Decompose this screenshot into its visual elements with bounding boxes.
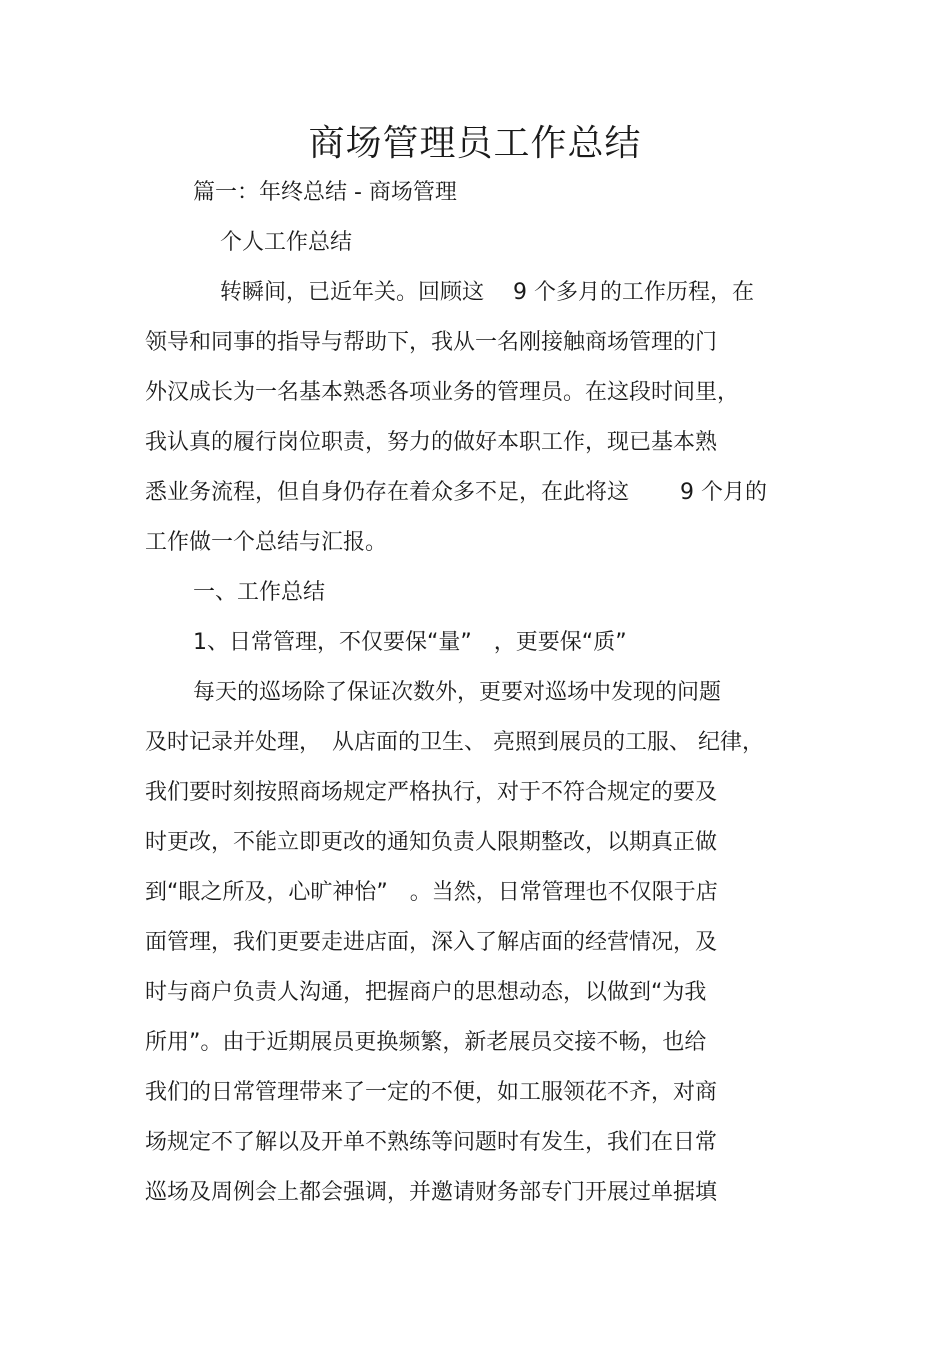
paragraph-line: 每天的巡场除了保证次数外，更要对巡场中发现的问题	[193, 680, 722, 705]
paragraph-line: 我们要时刻按照商场规定严格执行，对于不符合规定的要及	[145, 780, 718, 805]
paragraph-line: 时与商户负责人沟通，把握商户的思想动态，以做到“为我	[145, 980, 707, 1005]
document-title: 商场管理员工作总结	[308, 123, 642, 164]
paragraph-line: 悉业务流程，但自身仍存在着众多不足，在此将这 9 个月的	[145, 480, 767, 505]
document-subtitle: 篇一：年终总结 - 商场管理	[193, 180, 457, 205]
subsection-heading-daily-management: 1、日常管理，不仅要保“量” ，更要保“质”	[193, 630, 627, 655]
paragraph-line: 场规定不了解以及开单不熟练等问题时有发生，我们在日常	[145, 1130, 718, 1155]
paragraph-line: 时更改，不能立即更改的通知负责人限期整改，以期真正做	[145, 830, 718, 855]
paragraph-line: 巡场及周例会上都会强调，并邀请财务部专门开展过单据填	[145, 1180, 718, 1205]
paragraph-line: 我们的日常管理带来了一定的不便，如工服领花不齐，对商	[145, 1080, 718, 1105]
paragraph-line: 所用”。由于近期展员更换频繁，新老展员交接不畅，也给	[145, 1030, 707, 1055]
section-heading-work-summary: 一、工作总结	[193, 580, 326, 605]
paragraph-line: 领导和同事的指导与帮助下，我从一名刚接触商场管理的门	[145, 330, 718, 355]
paragraph-line: 及时记录并处理， 从店面的卫生、 亮照到展员的工服、 纪律，	[145, 730, 764, 755]
paragraph-line: 工作做一个总结与汇报。	[145, 530, 388, 555]
paragraph-line: 到“眼之所及，心旷神怡” 。当然，日常管理也不仅限于店	[145, 880, 718, 905]
section-heading: 个人工作总结	[220, 230, 353, 255]
paragraph-line: 外汉成长为一名基本熟悉各项业务的管理员。在这段时间里，	[145, 380, 740, 405]
paragraph-line: 面管理，我们更要走进店面，深入了解店面的经营情况，及	[145, 930, 718, 955]
paragraph-line: 我认真的履行岗位职责，努力的做好本职工作，现已基本熟	[145, 430, 718, 455]
paragraph-line: 转瞬间，已近年关。回顾这 9 个多月的工作历程，在	[220, 280, 754, 305]
